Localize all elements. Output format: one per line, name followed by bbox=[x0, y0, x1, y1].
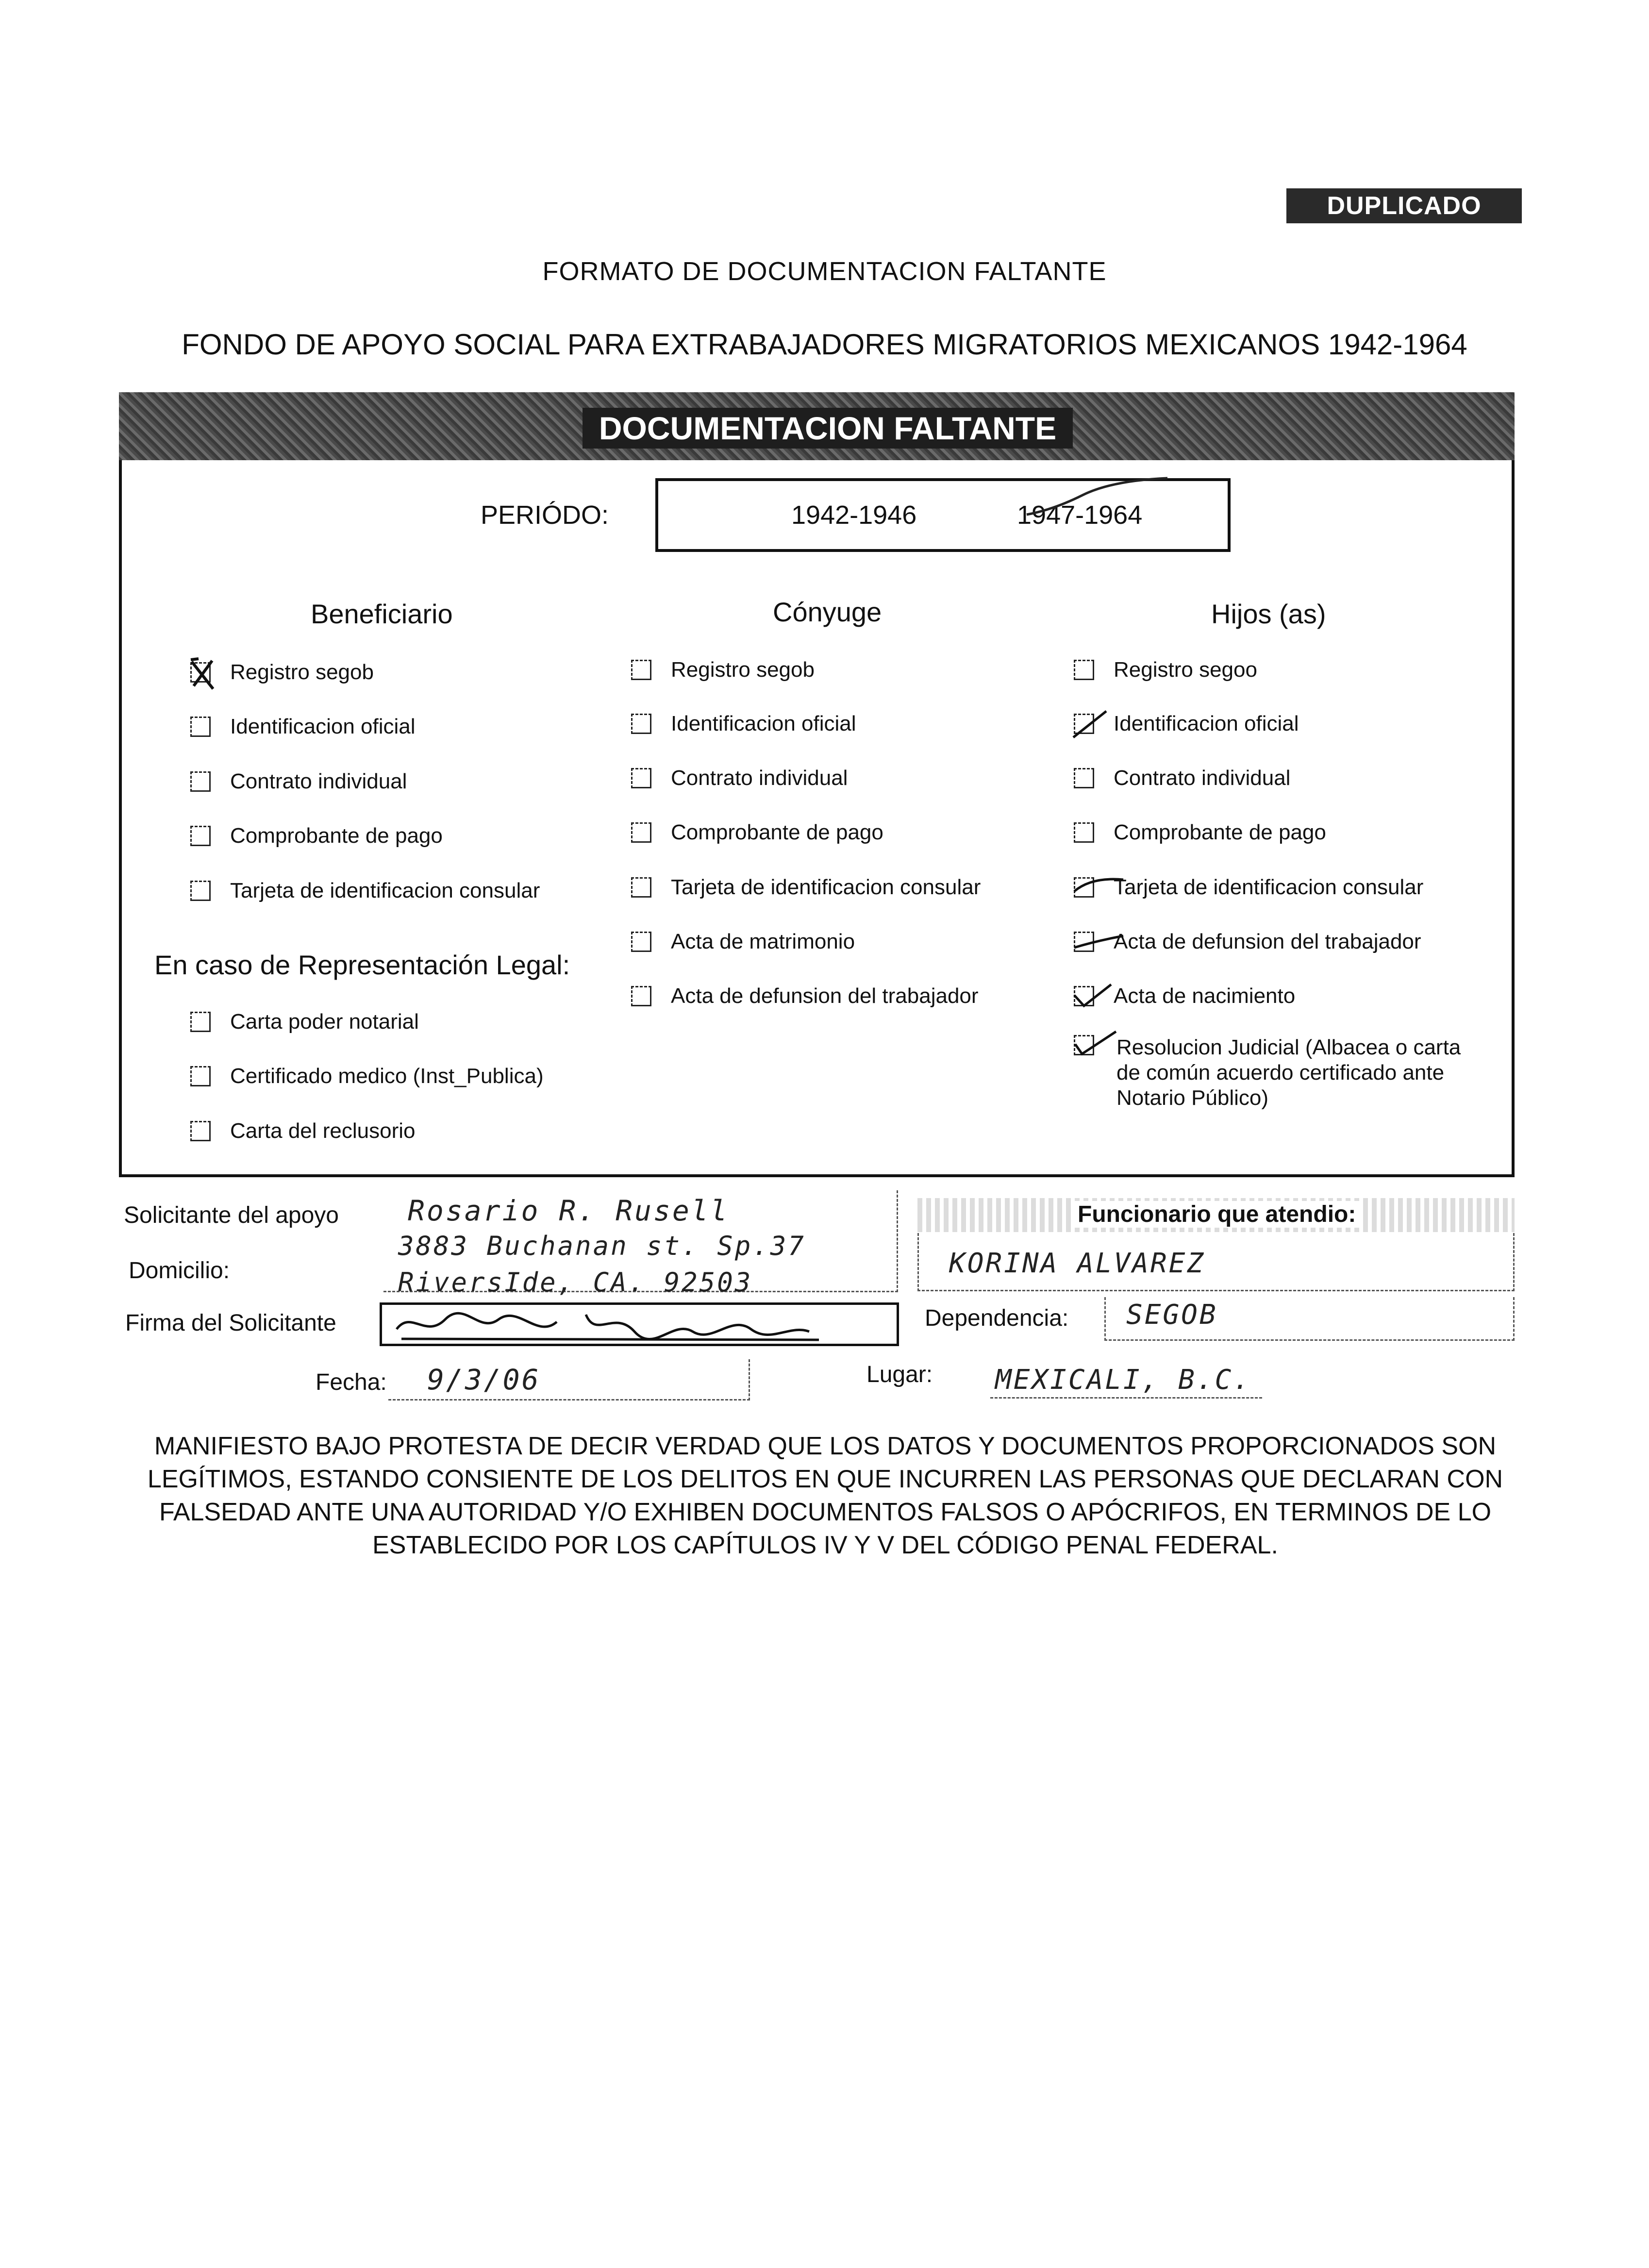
resolucion-checkbox[interactable] bbox=[1074, 1035, 1094, 1055]
beneficiario-heading: Beneficiario bbox=[311, 599, 453, 629]
beneficiario-item[interactable] bbox=[190, 879, 540, 903]
checkbox-label: Acta de defunsion del trabajador bbox=[1114, 930, 1421, 953]
checkbox[interactable] bbox=[190, 881, 211, 901]
checkbox[interactable] bbox=[1074, 932, 1094, 952]
checkbox[interactable] bbox=[1074, 660, 1094, 680]
firma-box[interactable] bbox=[380, 1302, 899, 1346]
checkbox[interactable] bbox=[190, 771, 211, 792]
conyuge-item[interactable] bbox=[631, 984, 979, 1008]
form-title: FONDO DE APOYO SOCIAL PARA EXTRABAJADORES MIGRATORIOS MEXICANOS 1942-1964 bbox=[182, 328, 1467, 361]
checkbox[interactable] bbox=[631, 877, 651, 898]
hijos-item[interactable] bbox=[1074, 766, 1290, 790]
representacion-item[interactable] bbox=[190, 1064, 544, 1088]
panel-header-title: DOCUMENTACION FALTANTE bbox=[583, 408, 1073, 449]
checkbox[interactable] bbox=[631, 660, 651, 680]
checkbox-label: Identificacion oficial bbox=[671, 712, 856, 735]
conyuge-item[interactable] bbox=[631, 875, 981, 900]
hijos-item[interactable] bbox=[1074, 658, 1257, 682]
dependencia-label: Dependencia: bbox=[925, 1305, 1069, 1331]
declaracion-text: MANIFIESTO BAJO PROTESTA DE DECIR VERDAD QUE LOS DATOS Y DOCUMENTOS PROPORCIONADOS SON LEGÍTIMOS, ESTANDO CONSIENTE DE LOS DELITOS EN QUE INCURREN LAS PERSONAS QUE DECLARAN CON FALSEDAD ANTE UNA AUTORIDAD Y/O EXHIBEN DOCUMENTOS FALSOS O APÓCRIFOS, EN TERMINOS DE LO ESTABLECIDO POR LOS CAPÍTULOS IV Y V DEL CÓDIGO PENAL FEDERAL. bbox=[147, 1432, 1503, 1559]
checkbox-label: Identificacion oficial bbox=[1114, 712, 1299, 735]
checkbox-label: Tarjeta de identificacion consular bbox=[1114, 875, 1424, 899]
lugar-label: Lugar: bbox=[866, 1362, 933, 1387]
conyuge-item[interactable] bbox=[631, 766, 848, 790]
dependencia-value[interactable]: SEGOB bbox=[1126, 1299, 1218, 1331]
checkbox[interactable] bbox=[631, 714, 651, 734]
check-mark-icon bbox=[1072, 981, 1116, 1010]
periodo-option-1947-1964[interactable]: 1947-1964 bbox=[1017, 500, 1143, 530]
hijos-item[interactable] bbox=[1074, 820, 1326, 845]
beneficiario-item[interactable] bbox=[190, 660, 374, 684]
checkbox[interactable] bbox=[1074, 714, 1094, 734]
checkbox[interactable] bbox=[1074, 986, 1094, 1006]
funcionario-label: Funcionario que atendio: bbox=[1073, 1201, 1361, 1228]
x-mark-icon bbox=[189, 657, 218, 691]
checkbox[interactable] bbox=[1074, 768, 1094, 788]
lugar-value[interactable]: MEXICALI, B.C. bbox=[995, 1364, 1252, 1396]
representacion-item[interactable] bbox=[190, 1119, 416, 1143]
representacion-heading: En caso de Representación Legal: bbox=[154, 950, 570, 980]
hijos-heading: Hijos (as) bbox=[1211, 599, 1326, 629]
hijos-item[interactable] bbox=[1074, 930, 1421, 954]
checkbox[interactable] bbox=[190, 662, 211, 683]
domicilio-label: Domicilio: bbox=[129, 1258, 230, 1284]
checkbox[interactable] bbox=[190, 826, 211, 846]
checkbox[interactable] bbox=[1074, 877, 1094, 898]
fecha-label: Fecha: bbox=[316, 1369, 387, 1395]
check-mark-icon bbox=[1072, 926, 1126, 955]
conyuge-heading: Cónyuge bbox=[773, 597, 882, 627]
periodo-option-1942-1946[interactable]: 1942-1946 bbox=[791, 500, 917, 530]
checkbox-label: Tarjeta de identificacion consular bbox=[671, 875, 981, 899]
hijos-item[interactable] bbox=[1074, 712, 1299, 736]
checkbox[interactable] bbox=[190, 1066, 211, 1086]
periodo-label: PERIÓDO: bbox=[481, 500, 609, 530]
checkbox-label: Registro segoo bbox=[1114, 658, 1257, 682]
checkbox[interactable] bbox=[631, 986, 651, 1006]
beneficiario-item[interactable] bbox=[190, 824, 443, 848]
checkbox-label: Acta de matrimonio bbox=[671, 930, 855, 953]
checkbox[interactable] bbox=[1074, 822, 1094, 843]
check-mark-icon bbox=[1072, 872, 1126, 901]
form-subtitle: FORMATO DE DOCUMENTACION FALTANTE bbox=[542, 257, 1107, 286]
checkbox[interactable] bbox=[190, 1121, 211, 1141]
checkbox-label: Comprobante de pago bbox=[671, 820, 883, 844]
checkbox-label: Comprobante de pago bbox=[230, 824, 443, 848]
checkbox[interactable] bbox=[1074, 1035, 1094, 1055]
checkbox-label: Carta poder notarial bbox=[230, 1010, 419, 1034]
checkbox[interactable] bbox=[190, 1012, 211, 1032]
checkbox-label: Certificado medico (Inst_Publica) bbox=[230, 1064, 544, 1088]
duplicado-badge: DUPLICADO bbox=[1286, 188, 1522, 223]
conyuge-item[interactable] bbox=[631, 820, 883, 845]
hijos-item[interactable] bbox=[1074, 984, 1295, 1008]
checkbox[interactable] bbox=[631, 768, 651, 788]
checkbox[interactable] bbox=[631, 932, 651, 952]
periodo-strike-mark bbox=[1024, 476, 1170, 519]
hijos-item[interactable] bbox=[1074, 875, 1423, 900]
beneficiario-item[interactable] bbox=[190, 715, 416, 739]
solicitante-value[interactable]: Rosario R. Rusell bbox=[408, 1194, 729, 1227]
conyuge-item[interactable] bbox=[631, 930, 855, 954]
conyuge-item[interactable] bbox=[631, 712, 856, 736]
check-mark-icon bbox=[1072, 1030, 1121, 1064]
beneficiario-item[interactable] bbox=[190, 769, 407, 794]
checkbox-label: Registro segob bbox=[230, 660, 374, 684]
resolucion-label: Resolucion Judicial (Albacea o carta de común acuerdo certificado ante Notario Público) bbox=[1116, 1035, 1461, 1110]
checkbox-label: Tarjeta de identificacion consular bbox=[230, 879, 540, 902]
check-mark-icon bbox=[1072, 708, 1111, 742]
checkbox-label: Registro segob bbox=[671, 658, 815, 682]
signature-scribble bbox=[382, 1305, 897, 1344]
checkbox-label: Contrato individual bbox=[671, 766, 848, 790]
conyuge-item[interactable] bbox=[631, 658, 815, 682]
fecha-value[interactable]: 9/3/06 bbox=[427, 1363, 541, 1396]
checkbox-label: Carta del reclusorio bbox=[230, 1119, 416, 1143]
checkbox-label: Identificacion oficial bbox=[230, 715, 416, 738]
checkbox-label: Comprobante de pago bbox=[1114, 820, 1326, 844]
checkbox-label: Acta de nacimiento bbox=[1114, 984, 1296, 1008]
checkbox-label: Contrato individual bbox=[230, 769, 407, 793]
representacion-item[interactable] bbox=[190, 1010, 419, 1034]
firma-label: Firma del Solicitante bbox=[125, 1310, 336, 1336]
checkbox[interactable] bbox=[631, 822, 651, 843]
checkbox-label: Contrato individual bbox=[1114, 766, 1291, 790]
funcionario-name[interactable]: KORINA ALVAREZ bbox=[949, 1248, 1206, 1279]
checkbox[interactable] bbox=[190, 717, 211, 737]
lugar-underline bbox=[990, 1397, 1262, 1399]
solicitante-label: Solicitante del apoyo bbox=[124, 1202, 339, 1228]
domicilio-line-1[interactable]: 3883 Buchanan st. Sp.37 bbox=[398, 1231, 806, 1261]
checkbox-label: Acta de defunsion del trabajador bbox=[671, 984, 979, 1008]
domicilio-line-2[interactable]: RiversIde, CA. 92503 bbox=[398, 1267, 753, 1298]
